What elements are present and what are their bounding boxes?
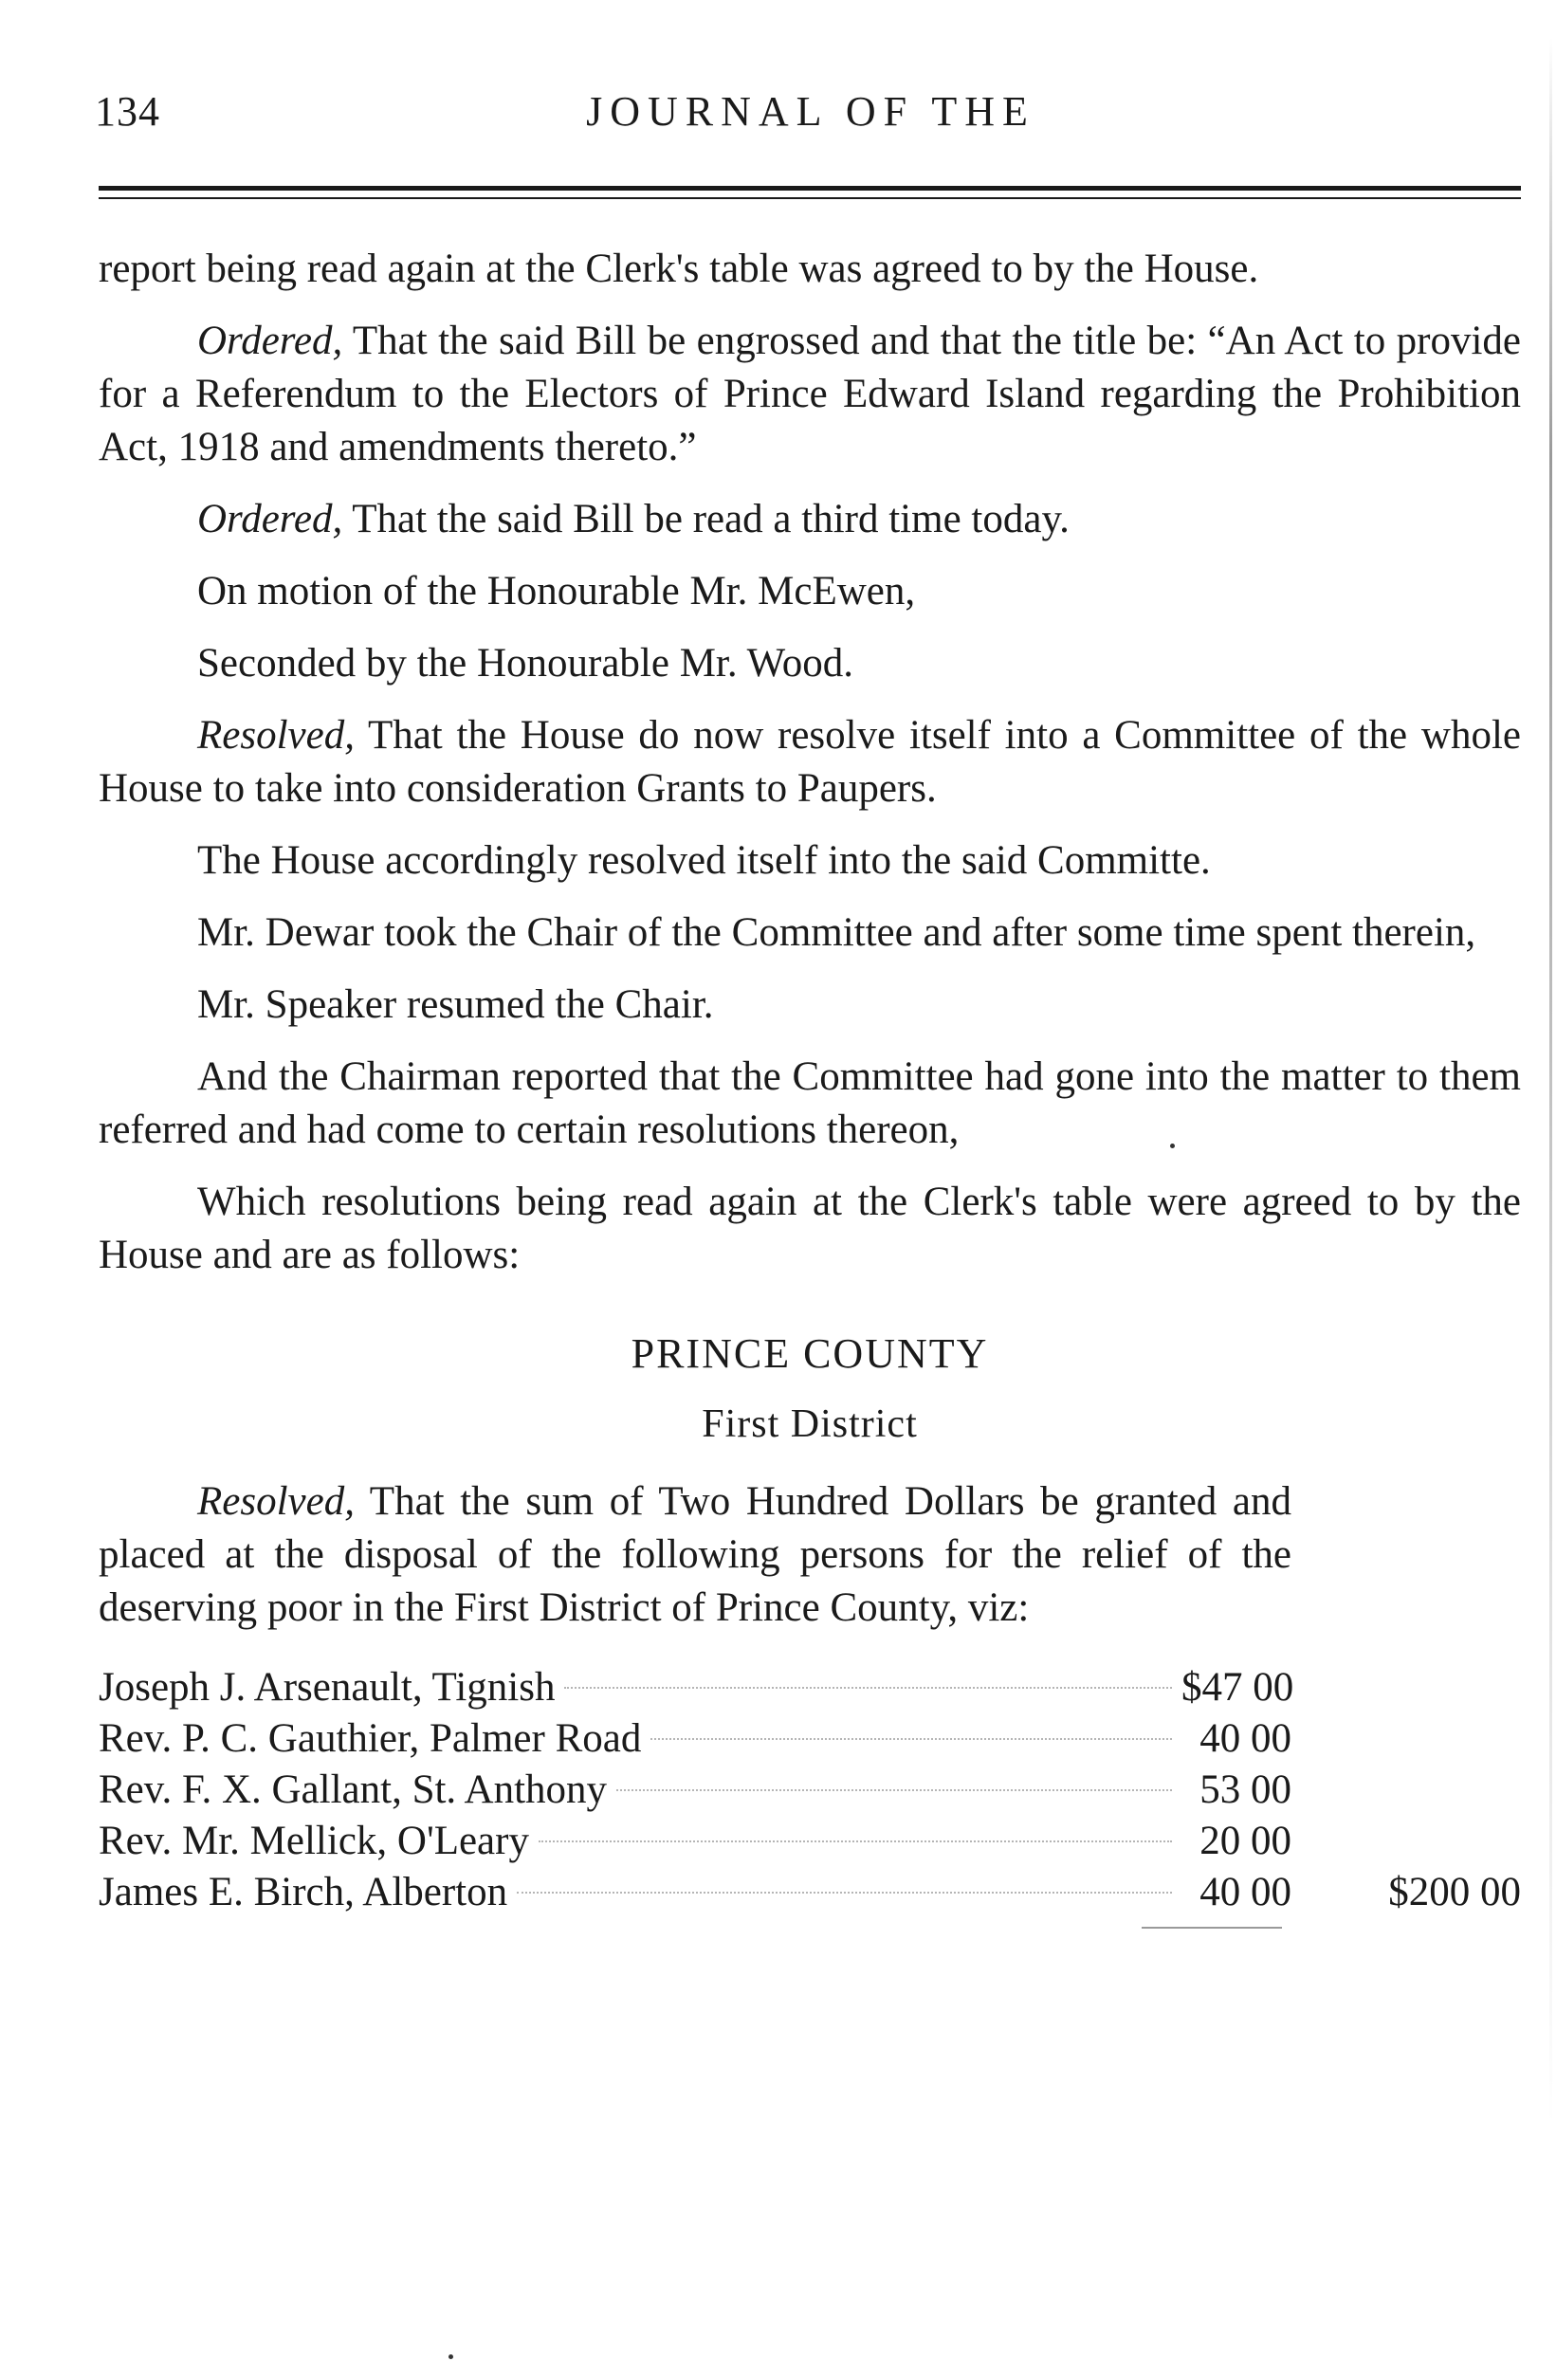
dot-leader	[650, 1737, 1172, 1740]
header-rule-thin	[99, 197, 1521, 199]
paragraph-text: report being read again at the Clerk's table was agreed to by the House.	[99, 247, 1259, 291]
grant-row	[99, 1712, 1521, 1764]
grant-recipient: Joseph J. Arsenault, Tignish	[99, 1665, 556, 1710]
paragraph-ordered-third-reading	[99, 493, 1521, 546]
paragraph-text: That the House do now resolve itself into a Committee of the whole House to take into consideration Grants to Paupers.	[99, 713, 1521, 811]
dot-leader	[564, 1686, 1172, 1689]
paragraph-text: Mr. Speaker resumed the Chair.	[197, 982, 714, 1027]
paragraph-resolved-committee	[99, 709, 1521, 815]
paragraph-text: On motion of the Honourable Mr. McEwen,	[197, 569, 916, 613]
page-number: 134	[95, 88, 160, 135]
grant-row	[99, 1815, 1521, 1866]
paragraph-seconded	[99, 637, 1521, 690]
grant-amount: $47 00	[1181, 1665, 1294, 1710]
paragraph-lead: Resolved,	[197, 1479, 355, 1524]
paragraph-text: Seconded by the Honourable Mr. Wood.	[197, 641, 853, 686]
paragraph-grant-resolution	[99, 1475, 1291, 1635]
grants-list	[99, 1661, 1521, 1929]
paragraph-speaker-resumed	[99, 979, 1521, 1032]
paragraph-report-agreed	[99, 243, 1521, 296]
grant-row	[99, 1866, 1521, 1917]
print-speck	[448, 2354, 453, 2359]
paragraph-ordered-engrossed	[99, 315, 1521, 474]
header-rule-thick	[99, 186, 1521, 191]
grant-recipient: Rev. Mr. Mellick, O'Leary	[99, 1819, 529, 1863]
dot-leader	[517, 1891, 1172, 1894]
section-subheading: First District	[702, 1402, 918, 1446]
running-title: JOURNAL OF THE	[586, 88, 1035, 135]
paragraph-chair-taken	[99, 906, 1521, 960]
grant-amount: 53 00	[1199, 1767, 1291, 1812]
paragraph-resolutions-agreed	[99, 1176, 1521, 1282]
paragraph-motion	[99, 565, 1521, 618]
print-speck	[1170, 1144, 1175, 1148]
paragraph-text: That the said Bill be read a third time today.	[342, 497, 1070, 541]
paragraph-lead: Ordered,	[197, 319, 343, 363]
paragraph-text: That the said Bill be engrossed and that the title be: “An Act to provide for a Referendum to the Electors of Prince Edward Island regarding the Prohibition Act, 1918 and amendments thereto.”	[99, 319, 1521, 469]
paragraph-chairman-reported	[99, 1051, 1521, 1157]
page-body	[99, 243, 1521, 1929]
grant-recipient: Rev. P. C. Gauthier, Palmer Road	[99, 1716, 642, 1761]
dot-leader	[616, 1788, 1172, 1791]
paragraph-lead: Resolved,	[197, 713, 355, 758]
page-edge-shadow	[1549, 38, 1552, 2124]
grant-recipient: Rev. F. X. Gallant, St. Anthony	[99, 1767, 608, 1812]
paragraph-text: And the Chairman reported that the Committee had gone into the matter to them referred and had come to certain resolutions thereon,	[99, 1054, 1521, 1152]
grant-amount: 40 00	[1199, 1870, 1291, 1914]
grant-amount: 20 00	[1199, 1819, 1291, 1863]
grant-total: $200 00	[1388, 1870, 1521, 1914]
grant-amount: 40 00	[1199, 1716, 1291, 1761]
grant-row	[99, 1764, 1521, 1815]
page-header	[95, 87, 1527, 144]
paragraph-text: That the sum of Two Hundred Dollars be granted and placed at the disposal of the following persons for the relief of the deserving poor in the First District of Prince County, viz:	[99, 1479, 1291, 1630]
dot-leader	[539, 1840, 1172, 1842]
paragraph-lead: Ordered,	[197, 497, 343, 541]
sum-rule	[1142, 1927, 1282, 1929]
paragraph-text: Mr. Dewar took the Chair of the Committee and after some time spent therein,	[197, 910, 1476, 955]
section-heading: PRINCE COUNTY	[631, 1330, 989, 1377]
grant-row	[99, 1661, 1521, 1712]
paragraph-text: Which resolutions being read again at the Clerk's table were agreed to by the House and are as follows:	[99, 1180, 1521, 1277]
paragraph-house-resolved	[99, 834, 1521, 888]
paragraph-text: The House accordingly resolved itself into the said Committe.	[197, 838, 1211, 883]
grant-recipient: James E. Birch, Alberton	[99, 1870, 508, 1914]
